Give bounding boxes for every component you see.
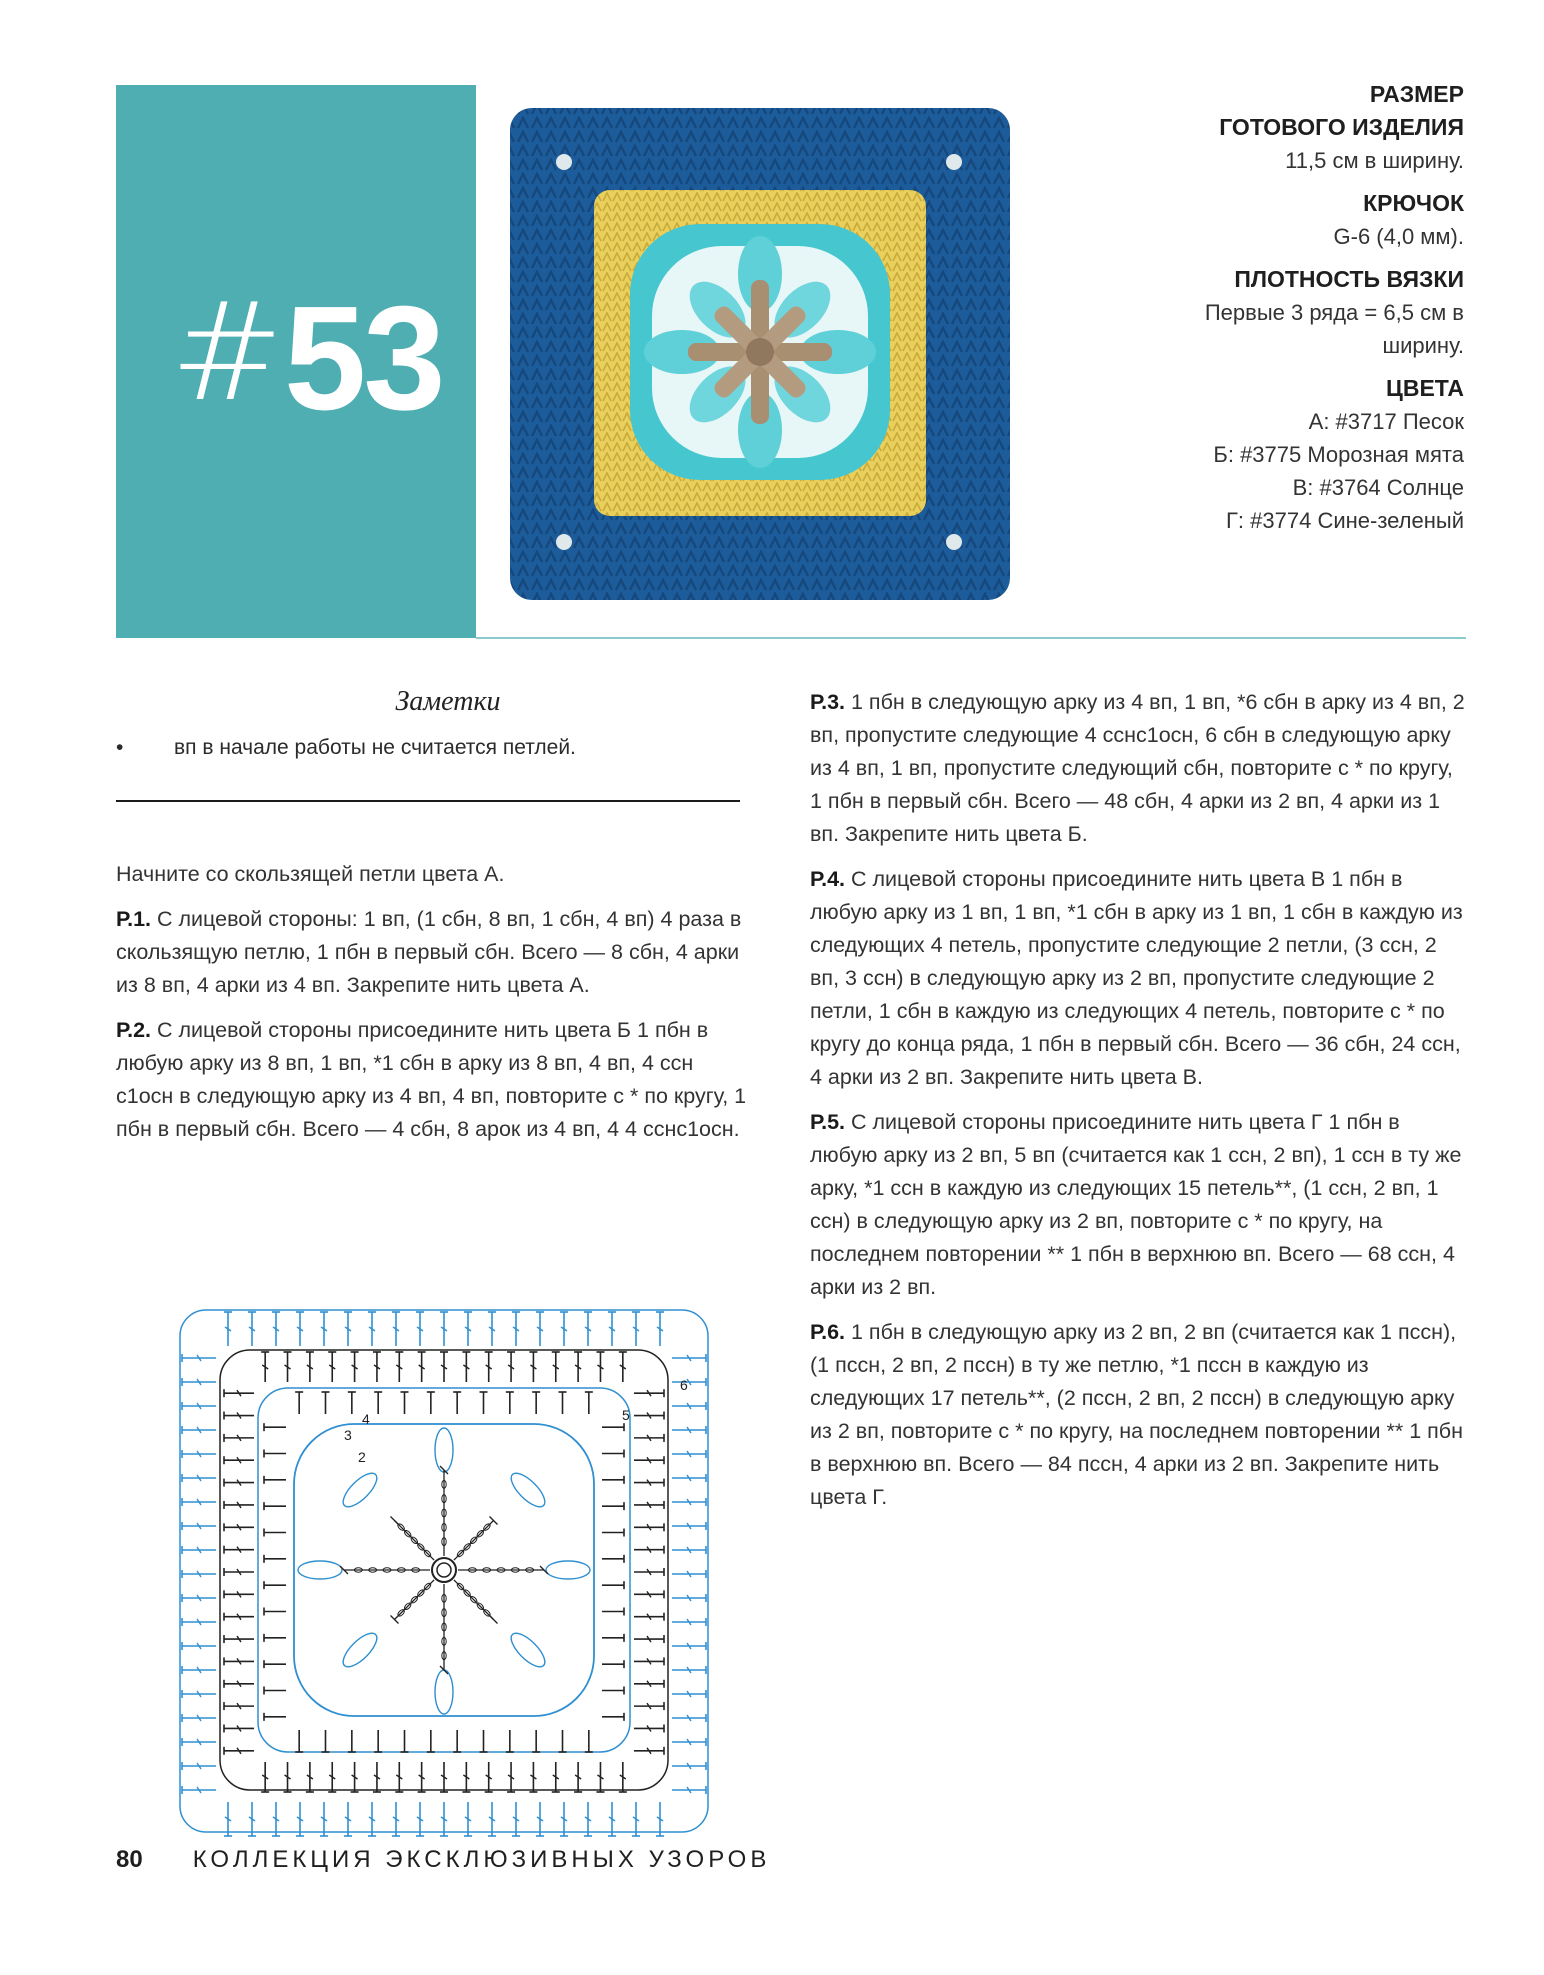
collection-title: КОЛЛЕКЦИЯ ЭКСКЛЮЗИВНЫХ УЗОРОВ [192, 1846, 771, 1873]
notes-item [116, 736, 740, 760]
intro-paragraph: Начните со скользящей петли цвета А. [116, 862, 505, 886]
pattern-digits: 53 [283, 276, 443, 441]
chart-label-3: 3 [344, 1427, 352, 1443]
round-5-label: Р.5. [810, 1110, 846, 1134]
page-number: 80 [116, 1846, 143, 1873]
instructions-right-column [810, 686, 1470, 1526]
size-heading-2: ГОТОВОГО ИЗДЕЛИЯ [1219, 114, 1464, 140]
round-2-text: С лицевой стороны присоедините нить цвета Б 1 пбн в любую арку из 8 вп, 1 вп, *1 сбн в арку из 8 вп, 4 вп, 4 ссн с1осн в следующую арку из 4 вп, 4 вп, повторите с * по кругу, 1 пбн в первый сбн. Всего — 4 сбн, 8 арок из 4 вп, 4 4 сснс1осн. [116, 1018, 747, 1141]
instructions-left-column [116, 858, 756, 1158]
color-a: А: #3717 Песок [1308, 409, 1464, 434]
corner-gap [946, 534, 962, 550]
gauge-value-2: ширину. [1382, 333, 1464, 358]
round-3 [810, 686, 1470, 851]
pattern-hash: # [170, 274, 284, 432]
chart-round-5 [220, 1350, 668, 1792]
round-3-label: Р.3. [810, 690, 846, 714]
gauge-value-1: Первые 3 ряда = 6,5 см в [1204, 300, 1464, 325]
notes-section [116, 686, 740, 802]
color-c: В: #3764 Солнце [1292, 475, 1464, 500]
round-5 [810, 1106, 1470, 1304]
chart-label-2: 2 [358, 1449, 366, 1465]
colors-heading: ЦВЕТА [1386, 375, 1464, 401]
pattern-number [170, 274, 490, 441]
chart-round-4 [258, 1388, 630, 1752]
hook-heading: КРЮЧОК [1363, 190, 1464, 216]
round-2 [116, 1014, 756, 1146]
round-5-text: С лицевой стороны присоедините нить цвета Г 1 пбн в любую арку из 2 вп, 5 вп (считается как 1 ссн, 2 вп), 1 ссн в ту же арку, *1 ссн в каждую из следующих 15 петель**, (1 ссн, 2 вп, 1 ссн) в следующую арку из 2 вп, повторите с * по кругу, на последнем повторении ** 1 пбн в верхнюю вп. Всего — 68 ссн, 4 арки из 2 вп. [810, 1110, 1462, 1299]
round-1-text: С лицевой стороны: 1 вп, (1 сбн, 8 вп, 1 сбн, 4 вп) 4 раза в скользящую петлю, 1 пбн в первый сбн. Всего — 8 сбн, 4 арки из 8 вп, 4 арки из 4 вп. Закрепите нить цвета А. [116, 907, 742, 997]
hook-value: G-6 (4,0 мм). [1333, 224, 1464, 249]
size-heading-1: РАЗМЕР [1369, 81, 1464, 107]
color-b: Б: #3775 Морозная мята [1213, 442, 1464, 467]
crochet-chart-diagram [170, 1300, 720, 1840]
round-6 [810, 1316, 1470, 1514]
notes-divider [116, 800, 740, 802]
chart-round-3 [294, 1424, 594, 1716]
granny-square-photo [502, 102, 1022, 607]
color-d: Г: #3774 Сине-зеленый [1226, 508, 1464, 533]
round-4 [810, 863, 1470, 1094]
corner-gap [946, 154, 962, 170]
chart-label-5: 5 [622, 1407, 630, 1423]
bullet-icon: • [116, 736, 124, 759]
chart-label-4: 4 [362, 1411, 370, 1427]
gauge-heading: ПЛОТНОСТЬ ВЯЗКИ [1234, 266, 1464, 292]
notes-item-text: вп в начале работы не считается петлей. [174, 736, 576, 759]
chart-round-6 [180, 1310, 708, 1836]
header-divider [476, 637, 1466, 639]
chart-center [340, 1466, 548, 1674]
chart-label-6: 6 [680, 1377, 688, 1393]
round-6-text: 1 пбн в следующую арку из 2 вп, 2 вп (считается как 1 пссн), (1 пссн, 2 вп, 2 пссн) в ту же петлю, *1 пссн в каждую из следующих 17 петель**, (2 пссн, 2 вп, 2 пссн) в следующую арку из 2 вп, повторите с * по кругу, на последнем повторении ** 1 пбн в верхнюю вп. Всего — 84 пссн, 4 арки из 2 вп. Закрепите нить цвета Г. [810, 1320, 1463, 1509]
corner-gap [556, 534, 572, 550]
round-2-label: Р.2. [116, 1018, 152, 1042]
pattern-banner [116, 85, 476, 638]
round-3-text: 1 пбн в следующую арку из 4 вп, 1 вп, *6 сбн в арку из 4 вп, 2 вп, пропустите следующие 4 сснс1осн, 6 сбн в следующую арку из 4 вп, 1 вп, пропустите следующий сбн, повторите с * по кругу, 1 пбн в первый сбн. Всего — 48 сбн, 4 арки из 2 вп, 4 арки из 1 вп. Закрепите нить цвета Б. [810, 690, 1465, 846]
round-1-label: Р.1. [116, 907, 152, 931]
round-6-label: Р.6. [810, 1320, 846, 1344]
round-4-label: Р.4. [810, 867, 846, 891]
round-1 [116, 903, 756, 1002]
pattern-specs [1024, 78, 1464, 537]
page-footer [116, 1846, 770, 1874]
round-4-text: С лицевой стороны присоедините нить цвета В 1 пбн в любую арку из 1 вп, 1 вп, *1 сбн в арку из 1 вп, 1 сбн в каждую из следующих 4 петель, пропустите следующие 2 петли, (3 ссн, 2 вп, 3 ссн) в следующую арку из 2 вп, пропустите следующие 2 петли, 1 сбн в каждую из следующих 4 петель, повторите с * по кругу до конца ряда, 1 пбн в первый сбн. Всего — 36 сбн, 24 ссн, 4 арки из 2 вп. Закрепите нить цвета В. [810, 867, 1463, 1089]
notes-title: Заметки [395, 686, 501, 717]
corner-gap [556, 154, 572, 170]
size-value: 11,5 см в ширину. [1285, 148, 1464, 173]
